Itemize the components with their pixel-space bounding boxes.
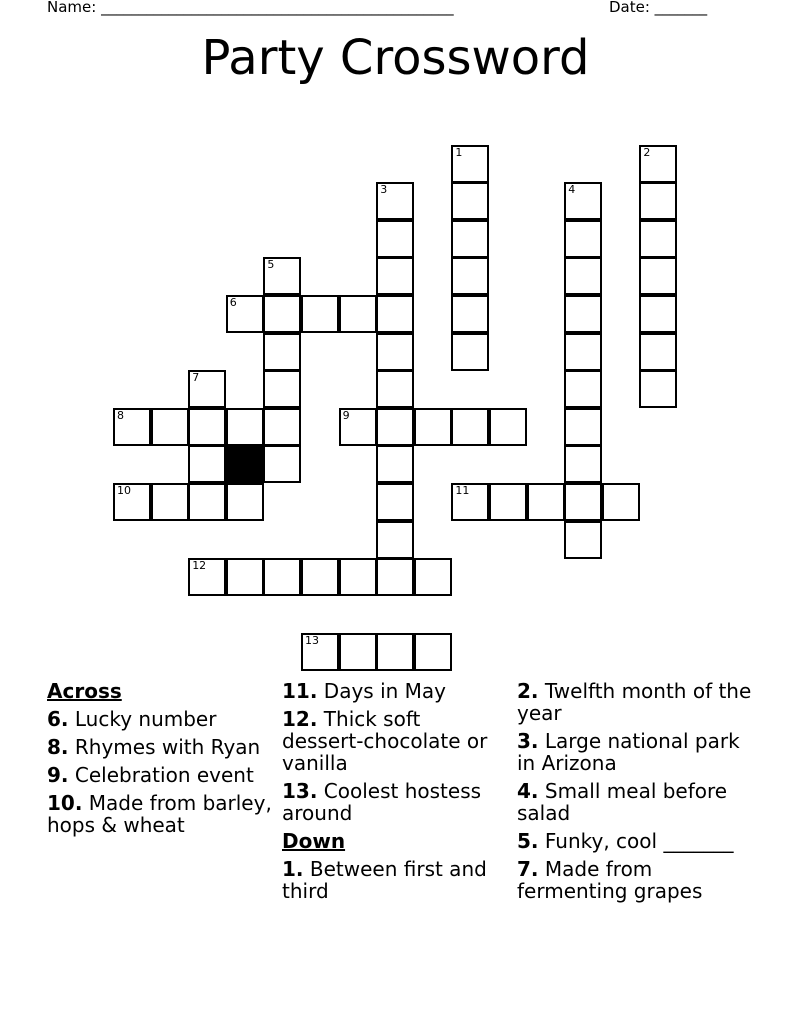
clue-number-label: 2 xyxy=(643,145,651,159)
grid-cell[interactable] xyxy=(339,633,377,671)
grid-cell[interactable] xyxy=(564,445,602,483)
grid-cell[interactable] xyxy=(263,445,301,483)
clue-down-4: 4. Small meal before salad xyxy=(517,779,728,825)
grid-cell[interactable] xyxy=(564,408,602,446)
grid-cell[interactable] xyxy=(451,333,489,371)
down-heading: Down xyxy=(282,829,346,853)
grid-cell[interactable] xyxy=(376,633,414,671)
clue-column-1 xyxy=(47,680,272,842)
grid-cell[interactable] xyxy=(564,333,602,371)
grid-cell[interactable] xyxy=(339,408,377,446)
grid-cell[interactable] xyxy=(301,558,339,596)
grid-cell[interactable] xyxy=(639,182,677,220)
grid-cell[interactable] xyxy=(451,257,489,295)
grid-cell[interactable] xyxy=(376,408,414,446)
clue-number-label: 3 xyxy=(380,183,388,197)
grid-cell[interactable] xyxy=(151,483,189,521)
grid-cell[interactable] xyxy=(376,483,414,521)
grid-cell[interactable] xyxy=(376,295,414,333)
grid-cell[interactable] xyxy=(414,558,452,596)
grid-cell[interactable] xyxy=(564,483,602,521)
date-field[interactable]: Date: _______ xyxy=(609,0,708,16)
grid-cell[interactable] xyxy=(564,257,602,295)
grid-cell[interactable] xyxy=(376,333,414,371)
grid-cell[interactable] xyxy=(451,182,489,220)
clue-across-12: 12. Thick soft dessert-chocolate or vanilla xyxy=(282,707,488,775)
clue-number-label: 1 xyxy=(455,145,463,159)
clue-number-label: 7 xyxy=(192,371,200,385)
grid-cell[interactable] xyxy=(188,445,226,483)
grid-cell[interactable] xyxy=(451,295,489,333)
clue-number-label: 13 xyxy=(305,634,319,648)
grid-cell[interactable] xyxy=(451,483,489,521)
clue-column-2 xyxy=(282,680,497,908)
grid-cell[interactable] xyxy=(339,295,377,333)
clue-number-label: 4 xyxy=(568,183,576,197)
grid-cell[interactable] xyxy=(301,633,339,671)
grid-cell[interactable] xyxy=(376,521,414,559)
grid-cell[interactable] xyxy=(263,333,301,371)
grid-cell[interactable] xyxy=(564,521,602,559)
clue-across-8: 8. Rhymes with Ryan xyxy=(47,735,261,759)
grid-cell[interactable] xyxy=(564,295,602,333)
clue-down-1: 1. Between first and third xyxy=(282,857,487,903)
grid-cell[interactable] xyxy=(414,633,452,671)
grid-cell[interactable] xyxy=(188,558,226,596)
grid-cell[interactable] xyxy=(263,558,301,596)
grid-cell[interactable] xyxy=(188,370,226,408)
grid-cell[interactable] xyxy=(376,370,414,408)
grid-cell[interactable] xyxy=(226,295,264,333)
grid-cell[interactable] xyxy=(113,483,151,521)
grid-cell[interactable] xyxy=(263,295,301,333)
clue-across-10: 10. Made from barley, hops & wheat xyxy=(47,791,272,837)
clue-across-11: 11. Days in May xyxy=(282,679,447,703)
grid-cell[interactable] xyxy=(263,408,301,446)
grid-cell[interactable] xyxy=(451,220,489,258)
grid-cell[interactable] xyxy=(188,483,226,521)
grid-cell[interactable] xyxy=(639,220,677,258)
grid-cell[interactable] xyxy=(376,558,414,596)
grid-cell[interactable] xyxy=(301,295,339,333)
grid-cell[interactable] xyxy=(376,220,414,258)
clue-number-label: 5 xyxy=(267,258,275,272)
clue-across-9: 9. Celebration event xyxy=(47,763,254,787)
grid-cell[interactable] xyxy=(451,145,489,183)
grid-cell[interactable] xyxy=(564,370,602,408)
grid-cell[interactable] xyxy=(414,408,452,446)
grid-cell[interactable] xyxy=(564,182,602,220)
clue-number-label: 10 xyxy=(117,484,131,497)
grid-cell[interactable] xyxy=(226,558,264,596)
grid-cell[interactable] xyxy=(376,182,414,220)
grid-cell[interactable] xyxy=(339,558,377,596)
name-field[interactable]: Name: _______________________________________________ xyxy=(47,0,454,16)
grid-cell[interactable] xyxy=(639,370,677,408)
grid-cell[interactable] xyxy=(188,408,226,446)
clue-down-3: 3. Large national park in Arizona xyxy=(517,729,740,775)
clue-column-3 xyxy=(517,680,752,908)
clue-number-label: 9 xyxy=(342,408,350,422)
grid-cell[interactable] xyxy=(527,483,565,521)
grid-cell[interactable] xyxy=(602,483,640,521)
black-cell xyxy=(226,445,264,483)
clue-across-13: 13. Coolest hostess around xyxy=(282,779,482,825)
grid-cell[interactable] xyxy=(639,333,677,371)
grid-cell[interactable] xyxy=(639,145,677,183)
grid-cell[interactable] xyxy=(263,257,301,295)
grid-cell[interactable] xyxy=(639,257,677,295)
grid-cell[interactable] xyxy=(376,257,414,295)
clue-across-6: 6. Lucky number xyxy=(47,707,217,731)
grid-cell[interactable] xyxy=(639,295,677,333)
page-title: Party Crossword xyxy=(201,30,590,86)
grid-cell[interactable] xyxy=(113,408,151,446)
clue-down-2: 2. Twelfth month of the year xyxy=(517,679,752,725)
grid-cell[interactable] xyxy=(489,483,527,521)
clue-number-label: 6 xyxy=(229,296,237,309)
grid-cell[interactable] xyxy=(151,408,189,446)
grid-cell[interactable] xyxy=(226,483,264,521)
grid-cell[interactable] xyxy=(263,370,301,408)
across-heading: Across xyxy=(47,679,122,703)
grid-cell[interactable] xyxy=(376,445,414,483)
grid-cell[interactable] xyxy=(451,408,489,446)
grid-cell[interactable] xyxy=(226,408,264,446)
clue-down-7: 7. Made from fermenting grapes xyxy=(517,857,703,903)
clue-number-label: 8 xyxy=(117,408,124,422)
clue-number-label: 12 xyxy=(192,559,207,573)
clue-down-5: 5. Funky, cool _______ xyxy=(517,829,734,853)
grid-cell[interactable] xyxy=(489,408,527,446)
grid-cell[interactable] xyxy=(564,220,602,258)
clue-number-label: 11 xyxy=(455,484,470,497)
